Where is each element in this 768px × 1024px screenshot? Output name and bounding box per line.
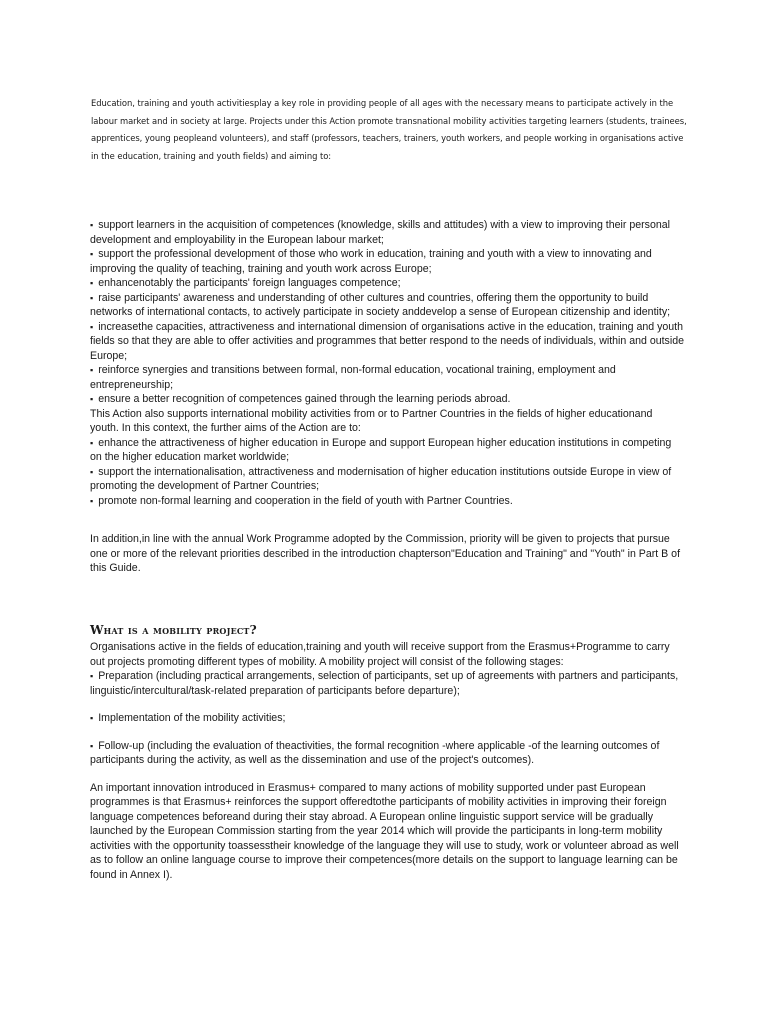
aims-section: [90, 218, 684, 508]
stage-item: ▪ Preparation (including practical arrangements, selection of participants, set up of agreements with partners and participants, linguistic/intercultural/task-related preparation of participants before departure);: [90, 669, 684, 698]
partner-aim-item: ▪ enhance the attractiveness of higher education in Europe and support European higher education institutions in competing on the higher education market worldwide;: [90, 436, 684, 465]
partner-intro: This Action also supports international mobility activities from or to Partner Countries in the fields of higher educationand youth. In this context, the further aims of the Action are to:: [90, 407, 653, 434]
intro-paragraph: [91, 95, 691, 165]
aim-item: ▪ increasethe capacities, attractiveness and international dimension of organisations active in the education, training and youth fields so that they are able to offer activities and programmes that better respond to the needs of individuals, within and outside Europe;: [90, 320, 684, 364]
aim-item: ▪ enhancenotably the participants' foreign languages competence;: [90, 276, 684, 291]
aim-item: ▪ support the professional development of those who work in education, training and youth with a view to innovating and improving the quality of teaching, training and youth work across Europe;: [90, 247, 684, 276]
aim-item: ▪ support learners in the acquisition of competences (knowledge, skills and attitudes) with a view to improving their personal development and employability in the European labour market;: [90, 218, 684, 247]
innovation-paragraph: An important innovation introduced in Erasmus+ compared to many actions of mobility supported under past European programmes is that Erasmus+ reinforces the support offeredtothe participants of mobility activities in improving their foreign language competences beforeand during their stay abroad. A European online linguistic support service will be gradually launched by the European Commission starting from the year 2014 which will provide the participants in long-term mobility activities with the opportunity toassesstheir knowledge of the language they will use to study, work or volunteer abroad as well as to follow an online language course to improve their competences(more details on the support to language learning can be found in Annex I).: [90, 781, 679, 881]
partner-aim-item: ▪ support the internationalisation, attractiveness and modernisation of higher education institutions outside Europe in view of promoting the development of Partner Countries;: [90, 465, 684, 494]
stage-item: ▪ Follow-up (including the evaluation of theactivities, the formal recognition -where applicable -of the learning outcomes of participants during the activity, as well as the dissemination and use of the project's outcomes).: [90, 739, 684, 768]
aim-item: ▪ ensure a better recognition of competences gained through the learning periods abroad.: [90, 392, 684, 407]
mobility-intro: Organisations active in the fields of education,training and youth will receive support from the Erasmus+Programme to carry out projects promoting different types of mobility. A mobility project will consist of the following stages:: [90, 641, 670, 668]
mobility-heading: What is a mobility project?: [90, 623, 257, 637]
priority-section: [90, 532, 684, 576]
partner-aim-item: ▪ promote non-formal learning and cooperation in the field of youth with Partner Countries.: [90, 494, 684, 509]
priority-paragraph: In addition,in line with the annual Work Programme adopted by the Commission, priority will be given to projects that pursue one or more of the relevant priorities described in the introduction chapterson"Education and Training" and "Youth" in Part B of this Guide.: [90, 533, 681, 574]
intro-text: Education, training and youth activitiesplay a key role in providing people of all ages with the necessary means to participate actively in the labour market and in society at large. Projects under this Action promote transnational mobility activities targeting learners (students, trainees, apprentices, young peopleand volunteers), and staff (professors, teachers, trainers, youth workers, and people working in organisations active in the education, training and youth fields) and aiming to:: [91, 98, 687, 161]
spacer: [90, 726, 684, 739]
aim-item: ▪ raise participants' awareness and understanding of other cultures and countries, offering them the opportunity to build networks of international contacts, to actively participate in society anddevelop a sense of European citizenship and identity;: [90, 291, 684, 320]
mobility-section: [90, 640, 684, 882]
stage-item: ▪ Implementation of the mobility activities;: [90, 711, 684, 726]
aim-item: ▪ reinforce synergies and transitions between formal, non-formal education, vocational training, employment and entrepreneurship;: [90, 363, 684, 392]
spacer: [90, 768, 684, 781]
spacer: [90, 698, 684, 711]
